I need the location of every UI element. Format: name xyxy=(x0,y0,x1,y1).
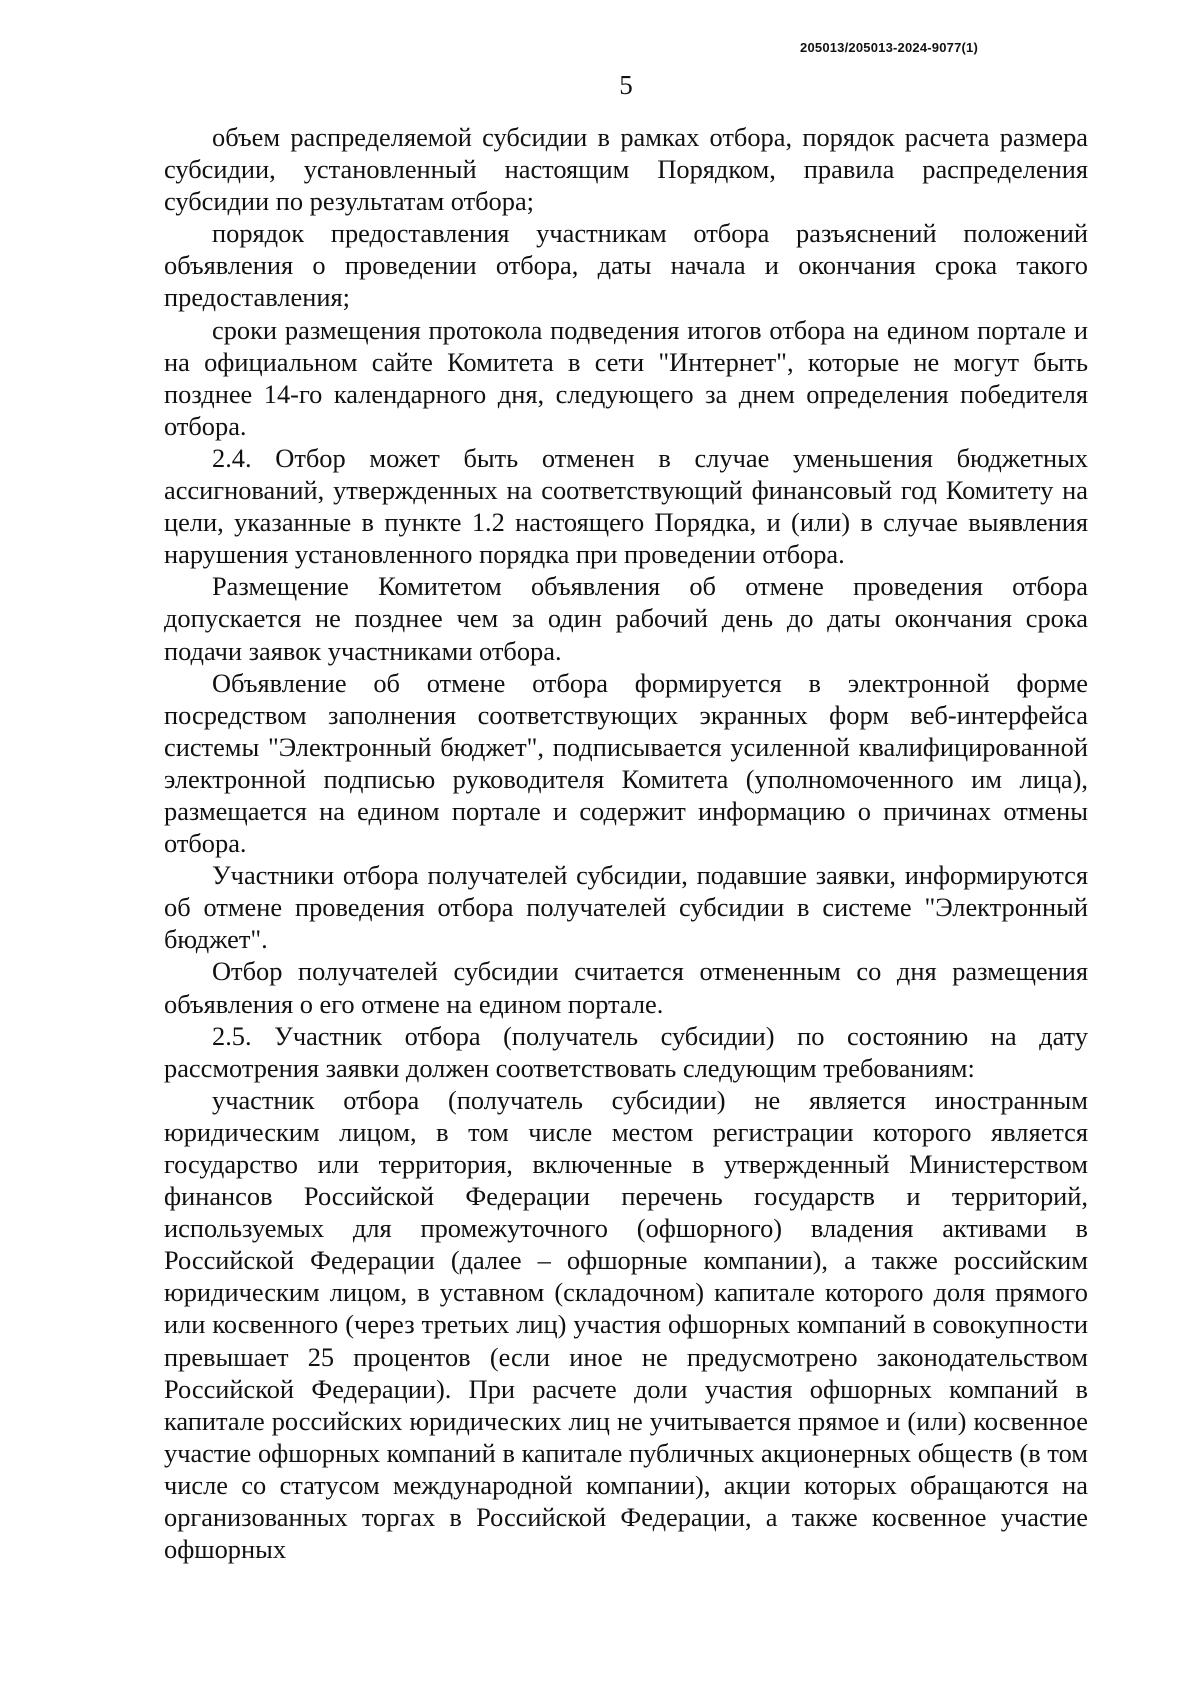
paragraph: Размещение Комитетом объявления об отмене проведения отбора допускается не позднее чем за один рабочий день до даты окончания срока подачи заявок участниками отбора. xyxy=(164,571,1088,666)
paragraph: сроки размещения протокола подведения итогов отбора на едином портале и на официальном сайте Комитета в сети "Интернет", которые не могут быть позднее 14-го календарного дня, следующего за днем определения победителя отбора. xyxy=(164,314,1088,441)
document-registration-number: 205013/205013-2024-9077(1) xyxy=(800,40,978,55)
paragraph: порядок предоставления участникам отбора разъяснений положений объявления о проведении отбора, даты начала и окончания срока такого предоставления; xyxy=(164,218,1088,313)
page-number: 5 xyxy=(619,70,633,100)
paragraph: Объявление об отмене отбора формируется в электронной форме посредством заполнения соответствующих экранных форм веб-интерфейса системы "Электронный бюджет", подписывается усиленной квалифицированной электронной подписью руководителя Комитета (уполномоченного им лица), размещается на едином портале и содержит информацию о причинах отмены отбора. xyxy=(164,667,1088,859)
paragraph: Участники отбора получателей субсидии, подавшие заявки, информируются об отмене проведения отбора получателей субсидии в системе "Электронный бюджет". xyxy=(164,860,1088,955)
paragraph: Отбор получателей субсидии считается отмененным со дня размещения объявления о его отмене на едином портале. xyxy=(164,956,1088,1019)
document-body xyxy=(164,121,1088,1565)
paragraph: 2.4. Отбор может быть отменен в случае уменьшения бюджетных ассигнований, утвержденных на соответствующий финансовый год Комитету на цели, указанные в пункте 1.2 настоящего Порядка, и (или) в случае выявления нарушения установленного порядка при проведении отбора. xyxy=(164,442,1088,570)
paragraph: объем распределяемой субсидии в рамках отбора, порядок расчета размера субсидии, установленный настоящим Порядком, правила распределения субсидии по результатам отбора; xyxy=(164,122,1088,217)
paragraph: 2.5. Участник отбора (получатель субсидии) по состоянию на дату рассмотрения заявки должен соответствовать следующим требованиям: xyxy=(164,1020,1088,1083)
paragraph: участник отбора (получатель субсидии) не является иностранным юридическим лицом, в том числе местом регистрации которого является государство или территория, включенные в утвержденный Министерством финансов Российской Федерации перечень государств и территорий, используемых для промежуточного (офшорного) владения активами в Российской Федерации (далее – офшорные компании), а также российским юридическим лицом, в уставном (складочном) капитале которого доля прямого или косвенного (через третьих лиц) участия офшорных компаний в совокупности превышает 25 процентов (если иное не предусмотрено законодательством Российской Федерации). При расчете доли участия офшорных компаний в капитале российских юридических лиц не учитывается прямое и (или) косвенное участие офшорных компаний в капитале публичных акционерных обществ (в том числе со статусом международной компании), акции которых обращаются на организованных торгах в Российской Федерации, а также косвенное участие офшорных xyxy=(164,1084,1088,1565)
